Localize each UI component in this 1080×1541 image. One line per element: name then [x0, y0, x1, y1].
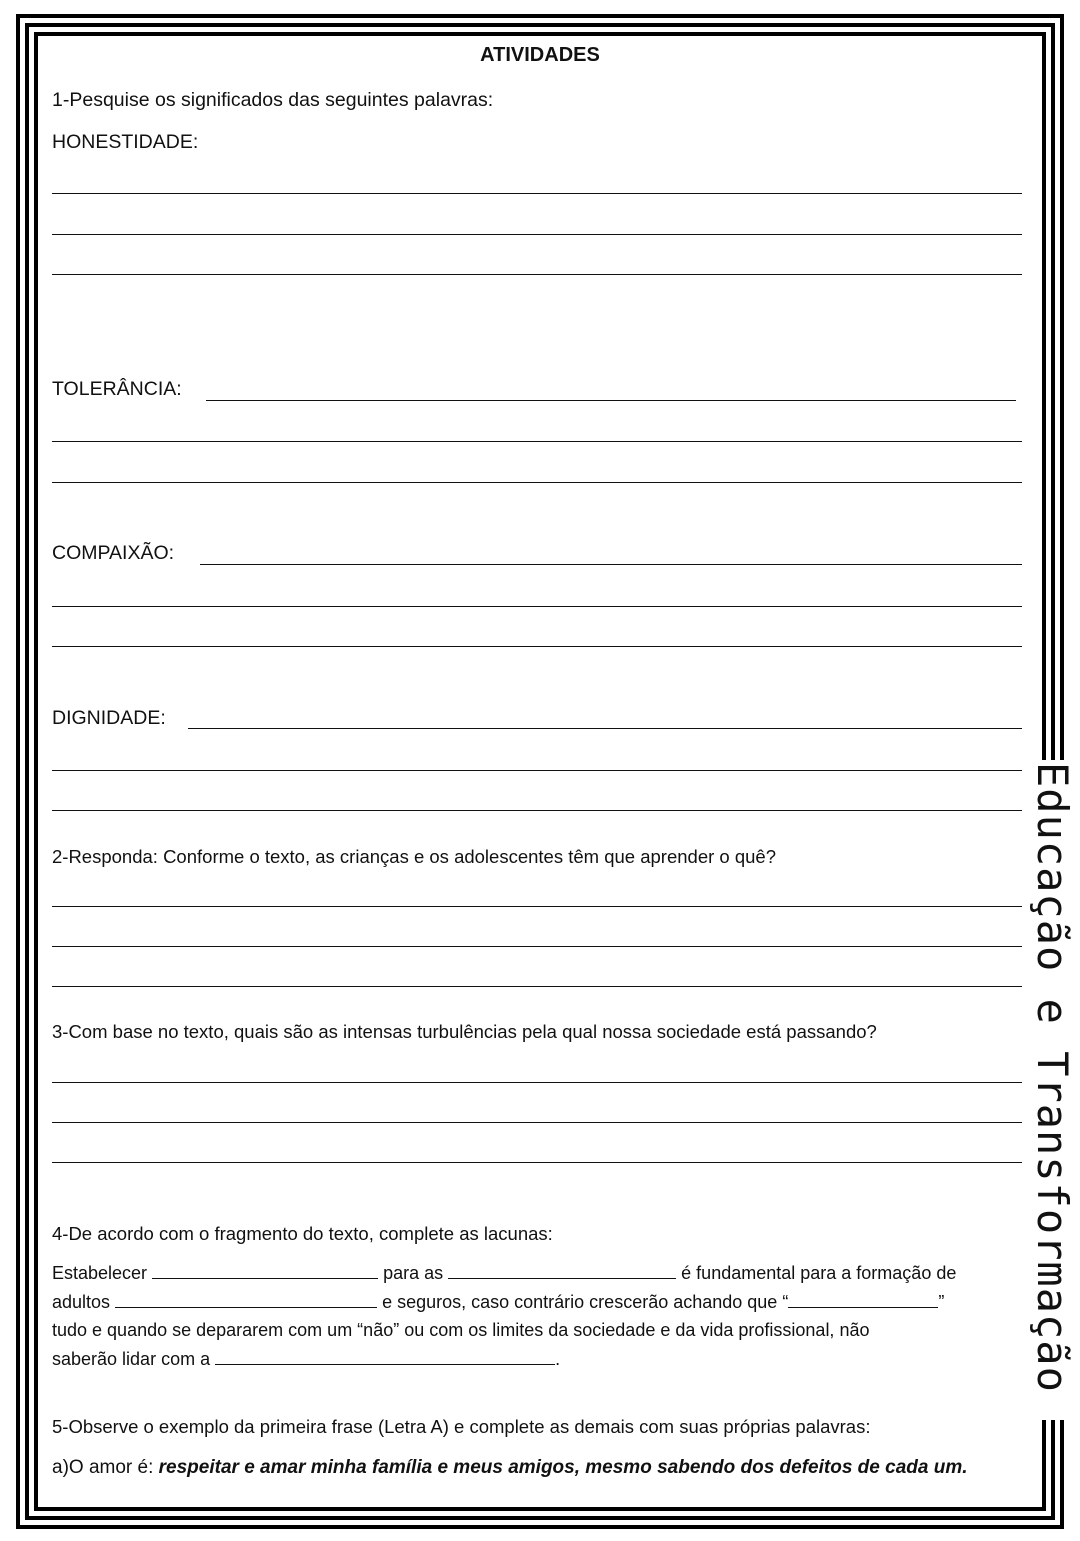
q4-text: saberão lidar com a — [52, 1348, 211, 1369]
compaixao-label: COMPAIXÃO: — [52, 542, 175, 564]
q3-prompt: 3-Com base no texto, quais são as intensas turbulências pela qual nossa sociedade está passando? — [52, 1021, 877, 1042]
answer-line[interactable] — [206, 400, 1016, 401]
q4-blank[interactable] — [448, 1260, 676, 1279]
answer-line[interactable] — [52, 234, 1022, 235]
q4-prompt: 4-De acordo com o fragmento do texto, complete as lacunas: — [52, 1223, 553, 1244]
page-title: ATIVIDADES — [480, 44, 600, 66]
q4-blank[interactable] — [788, 1289, 938, 1308]
answer-line[interactable] — [52, 1082, 1022, 1083]
answer-line[interactable] — [52, 274, 1022, 275]
dignidade-label: DIGNIDADE: — [52, 707, 166, 729]
answer-line[interactable] — [52, 906, 1022, 907]
answer-line[interactable] — [52, 441, 1022, 442]
answer-line[interactable] — [52, 1162, 1022, 1163]
q4-blank[interactable] — [215, 1346, 555, 1365]
q4-text: é fundamental para a formação de — [681, 1263, 957, 1283]
q5-example-label: a)O amor é: — [52, 1457, 154, 1478]
tolerancia-label: TOLERÂNCIA: — [52, 378, 182, 400]
answer-line[interactable] — [52, 986, 1022, 987]
answer-line[interactable] — [188, 728, 1022, 729]
q4-text: adultos — [52, 1291, 111, 1312]
q4-text: Estabelecer — [52, 1263, 148, 1283]
q5-prompt: 5-Observe o exemplo da primeira frase (Letra A) e complete as demais com suas próprias palavras: — [52, 1416, 871, 1437]
q4-paragraph — [52, 1259, 1027, 1373]
q4-text: e seguros, caso contrário crescerão achando que “ — [382, 1291, 789, 1312]
q1-prompt: 1-Pesquise os significados das seguintes palavras: — [52, 89, 494, 111]
answer-line[interactable] — [200, 564, 1022, 565]
q4-blank[interactable] — [152, 1260, 378, 1279]
q4-text: ” — [938, 1291, 945, 1312]
answer-line[interactable] — [52, 646, 1022, 647]
q4-text: para as — [383, 1263, 444, 1283]
q4-blank[interactable] — [115, 1289, 377, 1308]
q2-prompt: 2-Responda: Conforme o texto, as crianças e os adolescentes têm que aprender o quê? — [52, 846, 776, 867]
answer-line[interactable] — [52, 770, 1022, 771]
q4-text: . — [555, 1348, 561, 1369]
honestidade-label: HONESTIDADE: — [52, 131, 199, 153]
q5-example-answer: respeitar e amar minha família e meus amigos, mesmo sabendo dos defeitos de cada um. — [158, 1457, 968, 1478]
q4-text: tudo e quando se depararem com um “não” ou com os limites da sociedade e da vida profissional, não — [52, 1320, 870, 1340]
answer-line[interactable] — [52, 482, 1022, 483]
answer-line[interactable] — [52, 810, 1022, 811]
answer-line[interactable] — [52, 946, 1022, 947]
q5-example — [52, 1455, 1012, 1481]
side-label: Educação e Transformação — [1028, 762, 1077, 1393]
answer-line[interactable] — [52, 1122, 1022, 1123]
answer-line[interactable] — [52, 193, 1022, 194]
answer-line[interactable] — [52, 606, 1022, 607]
